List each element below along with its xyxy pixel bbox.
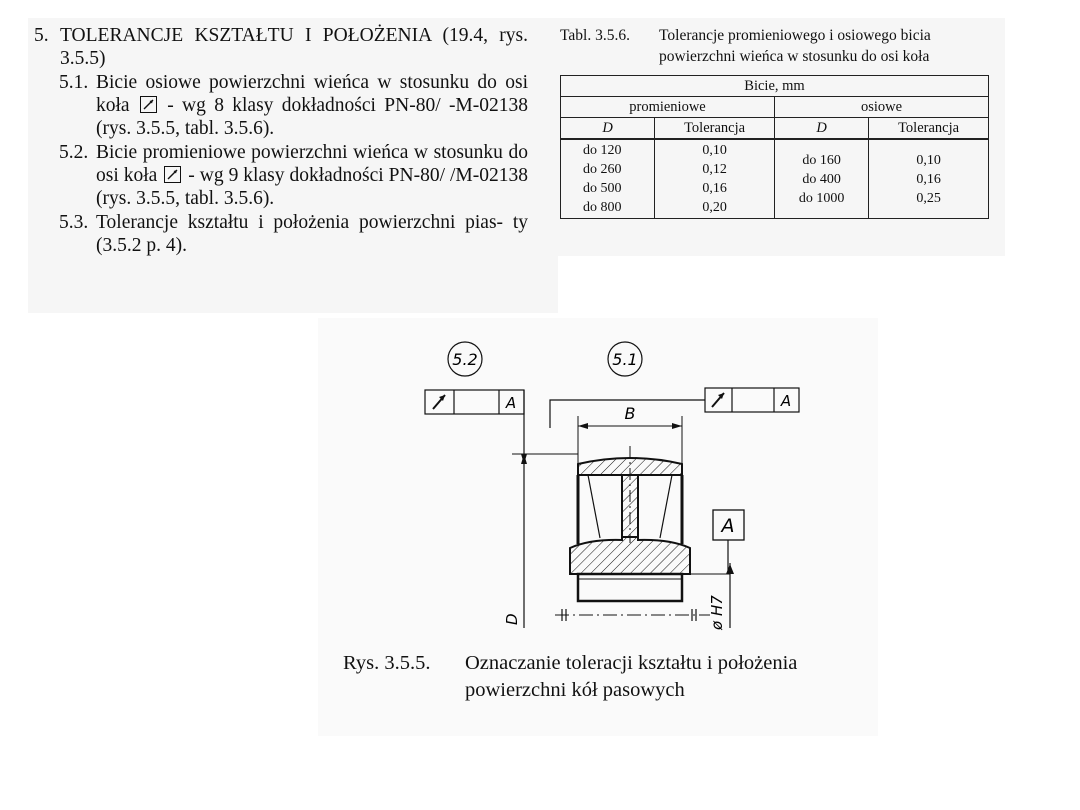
section-heading bbox=[34, 24, 528, 70]
item-text: Tolerancje kształtu i położenia powierzchni pias- ty (3.5.2 p. 4). bbox=[96, 212, 528, 256]
col-header-tolerance: Tolerancja bbox=[655, 118, 775, 140]
pulley-section bbox=[570, 446, 690, 601]
table-cell: 0,10 0,16 0,25 bbox=[869, 139, 989, 219]
svg-text:5.1: 5.1 bbox=[612, 350, 638, 369]
runout-symbol-icon bbox=[140, 96, 157, 113]
table-cell: 0,10 0,12 0,16 0,20 bbox=[655, 139, 775, 219]
callout-5-1 bbox=[608, 342, 642, 376]
item-text: Bicie promieniowe powierzchni wieńca w stosunku do osi koła bbox=[96, 142, 528, 186]
pulley-drawing bbox=[410, 338, 810, 638]
svg-text:B: B bbox=[624, 404, 636, 423]
svg-text:A: A bbox=[780, 392, 792, 410]
figure-label: Rys. 3.5.5. bbox=[343, 652, 431, 674]
svg-text:5.2: 5.2 bbox=[452, 350, 478, 369]
dimension-d bbox=[503, 454, 578, 628]
svg-text:D: D bbox=[503, 613, 521, 625]
list-item-5-3 bbox=[34, 211, 528, 257]
group-header-axial: osiowe bbox=[774, 97, 988, 118]
table-cell: do 160 do 400 do 1000 bbox=[774, 139, 868, 219]
svg-text:A: A bbox=[505, 394, 517, 412]
figure-caption bbox=[343, 650, 797, 704]
datum-a bbox=[713, 510, 744, 574]
list-item-5-1 bbox=[34, 71, 528, 140]
list-item-5-2 bbox=[34, 141, 528, 210]
figure-caption-line2: powierzchni kół pasowych bbox=[465, 679, 685, 701]
item-text-cont: - wg 8 klasy dokładności PN-80/ -M-02138 (rys. 3.5.5, tabl. 3.5.6). bbox=[96, 95, 529, 139]
callout-5-2 bbox=[448, 342, 482, 376]
feature-control-frame-axial bbox=[550, 388, 799, 428]
item-number: 5.2. bbox=[59, 142, 89, 163]
section-number: 5. bbox=[34, 25, 49, 46]
table-cell: do 120 do 260 do 500 do 800 bbox=[561, 139, 655, 219]
runout-symbol-icon bbox=[164, 166, 181, 183]
feature-control-frame-radial bbox=[425, 390, 527, 464]
table-label: Tabl. 3.5.6. bbox=[560, 27, 630, 44]
svg-text:ø H7: ø H7 bbox=[708, 595, 726, 630]
group-header-radial: promieniowe bbox=[561, 97, 775, 118]
table-caption-text: Tolerancje promieniowego i osiowego bicia powierzchni wieńca w stosunku do osi koła bbox=[659, 27, 931, 65]
item-number: 5.1. bbox=[59, 72, 89, 93]
table-main-header: Bicie, mm bbox=[561, 76, 989, 97]
item-text-cont: - wg 9 klasy dokładności PN-80/ /M-02138 (rys. 3.5.5, tabl. 3.5.6). bbox=[96, 165, 528, 209]
svg-text:A: A bbox=[721, 515, 735, 537]
item-text: Bicie osiowe powierzchni wieńca w stosunku do osi koła bbox=[96, 72, 528, 116]
item-number: 5.3. bbox=[59, 212, 89, 233]
col-header-d: D bbox=[561, 118, 655, 140]
col-header-tolerance: Tolerancja bbox=[869, 118, 989, 140]
col-header-d: D bbox=[774, 118, 868, 140]
runout-tolerance-table bbox=[560, 75, 989, 219]
section-title: TOLERANCJE KSZTAŁTU I POŁOŻENIA (19.4, rys. 3.5.5) bbox=[60, 25, 528, 69]
table-caption bbox=[560, 25, 990, 67]
figure-caption-line1: Oznaczanie toleracji kształtu i położenia bbox=[465, 652, 798, 674]
section-5 bbox=[34, 24, 528, 257]
